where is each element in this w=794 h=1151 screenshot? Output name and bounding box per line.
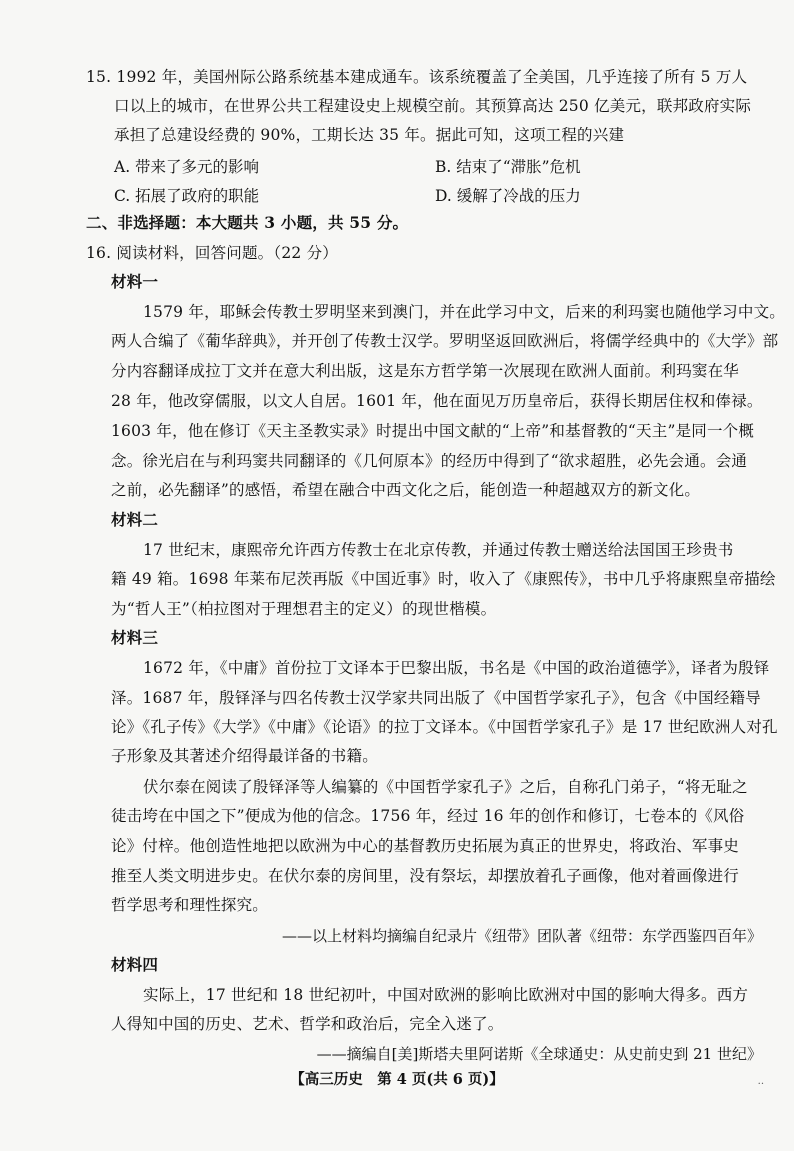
material-1-line: 1579 年，耶稣会传教士罗明坚来到澳门，并在此学习中文，后来的利玛窦也随他学习中文。 — [143, 303, 785, 321]
material-4-line: 人得知中国的历史、艺术、哲学和政治后，完全入迷了。 — [111, 1015, 504, 1033]
q16-stem: 16. 阅读材料，回答问题。（22 分） — [86, 244, 338, 262]
material-1-line: 念。徐光启在与利玛窦共同翻译的《几何原本》的经历中得到了“欲求超胜，必先会通。会通 — [111, 452, 748, 470]
material-4-title: 材料四 — [111, 955, 159, 974]
q15-line-1: 15. 1992 年，美国州际公路系统基本建成通车。该系统覆盖了全美国，几乎连接了所有 5 万人 — [86, 68, 748, 86]
material-4-source: ——摘编自[美]斯塔夫里阿诺斯《全球通史：从史前史到 21 世纪》 — [316, 1045, 762, 1063]
material-3-line: 论》付梓。他创造性地把以欧洲为中心的基督教历史拓展为真正的世界史，将政治、军事史 — [111, 837, 740, 855]
material-3-title: 材料三 — [111, 628, 159, 647]
material-3-line: 泽。1687 年，殷铎泽与四名传教士汉学家共同出版了《中国哲学家孔子》，包含《中国经籍导 — [111, 689, 761, 707]
material-1-title: 材料一 — [111, 272, 159, 291]
material-1-line: 之前，必先翻译”的感悟，希望在融合中西文化之后，能创造一种超越双方的新文化。 — [111, 481, 701, 499]
material-4-line: 实际上，17 世纪和 18 世纪初叶，中国对欧洲的影响比欧洲对中国的影响大得多。西方 — [143, 986, 749, 1004]
q15-option-d: D. 缓解了冷战的压力 — [435, 187, 581, 205]
q15-option-a: A. 带来了多元的影响 — [114, 158, 260, 176]
material-1-line: 分内容翻译成拉丁文并在意大利出版，这是东方哲学第一次展现在欧洲人面前。利玛窦在华 — [111, 362, 740, 380]
material-1-line: 1603 年，他在修订《天主圣教实录》时提出中国文献的“上帝”和基督教的“天主”是同一个概 — [111, 422, 755, 440]
material-2-line: 17 世纪末，康熙帝允许西方传教士在北京传教，并通过传教士赠送给法国国王珍贵书 — [143, 541, 734, 559]
material-3-line: 1672 年，《中庸》首份拉丁文译本于巴黎出版，书名是《中国的政治道德学》，译者为殷铎 — [143, 659, 770, 677]
material-3-line: 推至人类文明进步史。在伏尔泰的房间里，没有祭坛，却摆放着孔子画像，他对着画像进行 — [111, 867, 740, 885]
material-2-line: 籍 49 箱。1698 年莱布尼茨再版《中国近事》时，收入了《康熙传》，书中几乎将康熙皇帝描绘 — [111, 570, 776, 588]
q15-option-b: B. 结束了“滞胀”危机 — [435, 158, 581, 176]
material-1-line: 两人合编了《葡华辞典》，并开创了传教士汉学。罗明坚返回欧洲后，将儒学经典中的《大学》部 — [111, 332, 779, 350]
q15-line-2: 口以上的城市，在世界公共工程建设史上规模空前。其预算高达 250 亿美元，联邦政府实际 — [114, 97, 752, 115]
page-footer: 【高三历史 第 4 页(共 6 页)】 — [290, 1071, 504, 1088]
material-3-line: 子形象及其著述介绍得最详备的书籍。 — [111, 747, 378, 765]
material-3-line: 伏尔泰在阅读了殷铎泽等人编纂的《中国哲学家孔子》之后，自称孔门弟子，“将无耻之 — [143, 778, 748, 796]
material-3-source: ——以上材料均摘编自纪录片《纽带》团队著《纽带：东学西鉴四百年》 — [281, 927, 762, 945]
material-3-line: 哲学思考和理性探究。 — [111, 896, 269, 914]
q15-line-3: 承担了总建设经费的 90%，工期长达 35 年。据此可知，这项工程的兴建 — [114, 126, 625, 144]
q15-option-c: C. 拓展了政府的职能 — [114, 187, 260, 205]
corner-mark: .. — [757, 1076, 764, 1087]
material-3-line: 论》《孔子传》《大学》《中庸》《论语》的拉丁文译本。《中国哲学家孔子》是 17 世纪欧洲人对孔 — [111, 718, 778, 736]
material-2-title: 材料二 — [111, 510, 159, 529]
material-3-line: 徒击垮在中国之下”便成为他的信念。1756 年，经过 16 年的创作和修订，七卷本的《风俗 — [111, 807, 745, 825]
material-2-line: 为“哲人王”（柏拉图对于理想君主的定义）的现世楷模。 — [111, 600, 497, 618]
section-2-heading: 二、非选择题：本大题共 3 小题，共 55 分。 — [86, 213, 409, 232]
material-1-line: 28 年，他改穿儒服，以文人自居。1601 年，他在面见万历皇帝后，获得长期居住权和俸禄。 — [111, 392, 763, 410]
